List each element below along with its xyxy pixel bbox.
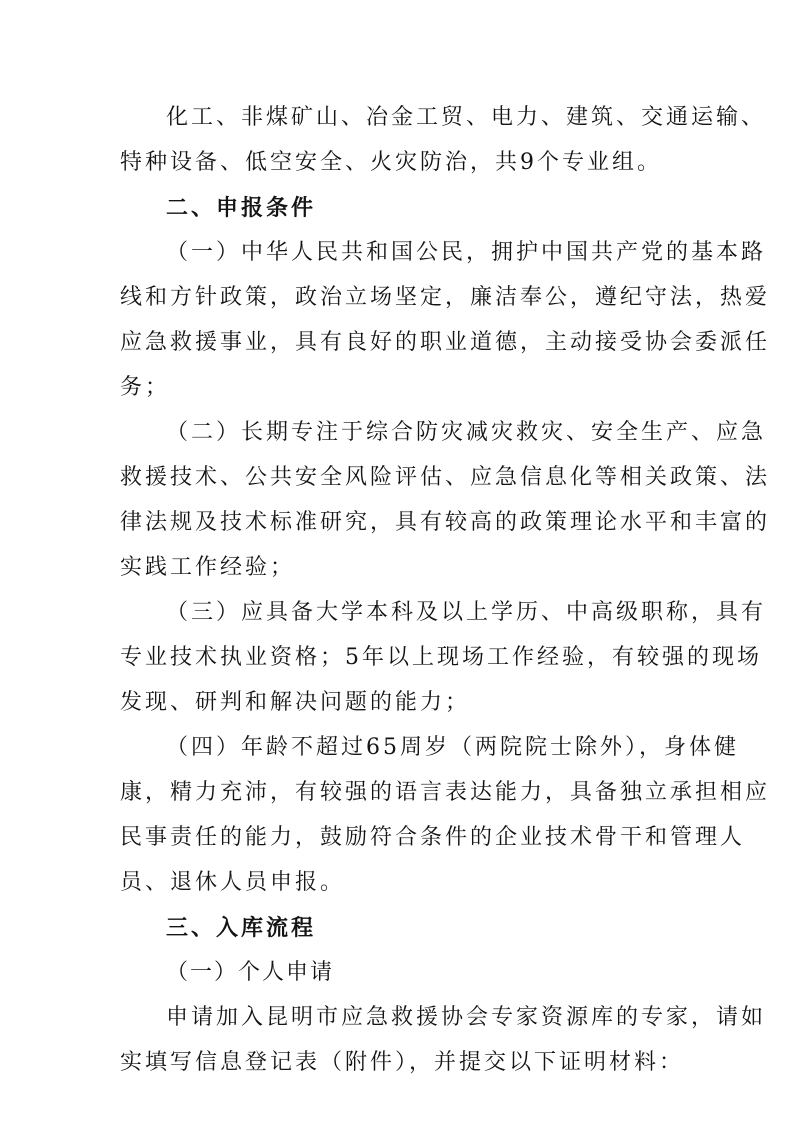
paragraph-line: 线和方针政策，政治立场坚定，廉洁奉公，遵纪守法，热爱	[120, 285, 771, 310]
paragraph-line: 实填写信息登记表（附件），并提交以下证明材料：	[120, 1050, 685, 1075]
paragraph-line: 务；	[120, 375, 171, 400]
section-heading-process: 三、入库流程	[166, 915, 317, 941]
paragraph-line: 民事责任的能力，鼓励符合条件的企业技术骨干和管理人	[120, 825, 746, 850]
paragraph-line: 应急救援事业，具有良好的职业道德，主动接受协会委派任	[120, 330, 771, 355]
paragraph-line: （三）应具备大学本科及以上学历、中高级职称，具有	[166, 600, 767, 625]
paragraph-line: （一）中华人民共和国公民，拥护中国共产党的基本路	[166, 240, 767, 265]
paragraph-line: 特种设备、低空安全、火灾防治，共9个专业组。	[120, 150, 662, 175]
paragraph-line: 律法规及技术标准研究，具有较高的政策理论水平和丰富的	[120, 510, 771, 535]
paragraph-line: （二）长期专注于综合防灾减灾救灾、安全生产、应急	[166, 420, 767, 445]
paragraph-line: （四）年龄不超过65周岁（两院院士除外），身体健	[166, 735, 739, 760]
paragraph-line: 发现、研判和解决问题的能力；	[120, 690, 471, 715]
paragraph-line: 化工、非煤矿山、冶金工贸、电力、建筑、交通运输、	[166, 105, 767, 130]
paragraph-line: 救援技术、公共安全风险评估、应急信息化等相关政策、法	[120, 465, 771, 490]
paragraph-line: 申请加入昆明市应急救援协会专家资源库的专家，请如	[166, 1005, 767, 1030]
paragraph-line: 康，精力充沛，有较强的语言表达能力，具备独立承担相应	[120, 780, 771, 805]
subsection-heading: （一）个人申请	[166, 960, 335, 985]
paragraph-line: 实践工作经验；	[120, 555, 296, 580]
paragraph-line: 员、退休人员申报。	[120, 870, 346, 895]
paragraph-line: 专业技术执业资格；5年以上现场工作经验，有较强的现场	[120, 645, 762, 670]
section-heading-conditions: 二、申报条件	[166, 195, 317, 221]
